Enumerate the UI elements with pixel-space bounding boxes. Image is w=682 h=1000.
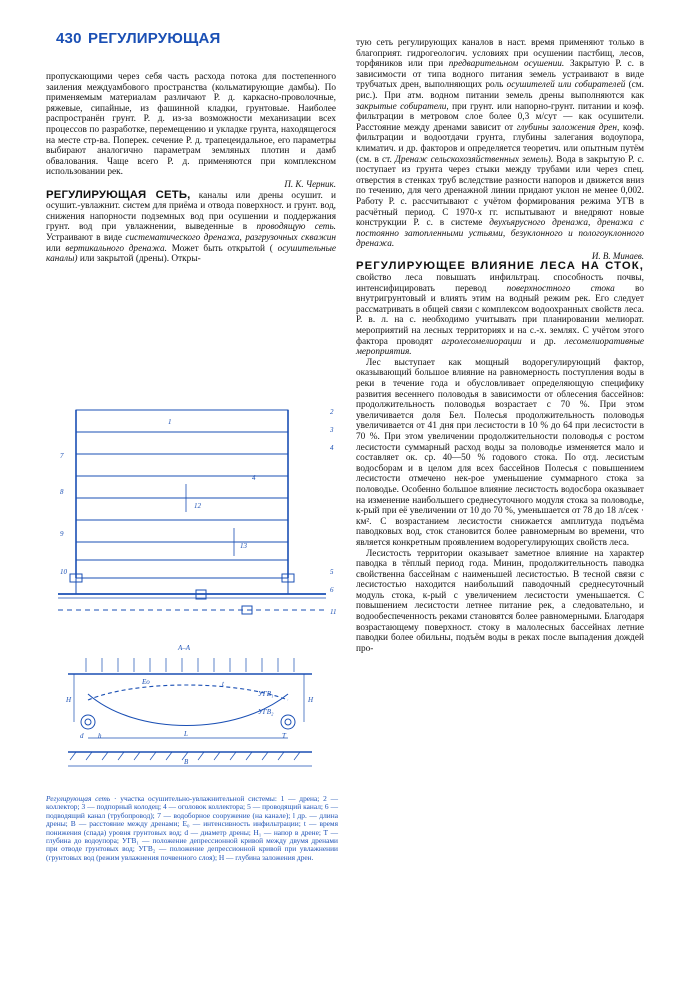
paragraph-intro: пропускающими через себя часть расхода потока для постепенного заиления междуамбового пространства (кольматирующие дамбы). По применяемым материалам различают Р. д. каркасно-проволочные, ряжевые, сипайные, из фашинной кладки, грунтовые. Наиболее распространён грунт. Р. д. из-за возможности механизации всех процессов по разработке, перемещению и укладке грунта, находящегося на месте стр-ва. Поперек. сечение Р. д. трапецеидальное, его параметры выбирают аналогично параметрам земляных плотин и дамб обвалования. Чаще всего Р. д. применяются при комплексном использовании рек.	[46, 72, 336, 178]
svg-text:4: 4	[330, 444, 334, 452]
entry-heading: РЕГУЛИРУЮЩАЯ СЕТЬ,	[46, 188, 191, 201]
figure-caption	[46, 795, 338, 862]
rc-it-2: осушителей или собирателей	[506, 80, 626, 91]
rc-text-1: тую сеть регулирующих каналов в наст. время применяют только в благоприят. гидрогеологич. условиях при осушении пастбищ, лесов, торфяников или при	[356, 38, 644, 70]
svg-text:10: 10	[60, 568, 67, 576]
rc-text-1e: коэф. фильтрации и водоотдачи грунта, глубины залегания водоупора, климатич. и др. факторов и определяется теоретич. или опытным путём (см. в ст.	[356, 122, 645, 165]
rc2-it-2: агролесомелиорации	[441, 336, 522, 347]
entry-italic-2: систематического дренажа, разгрузочных скважин	[125, 232, 336, 243]
svg-text:Eo: Eo	[142, 678, 150, 686]
svg-text:3: 3	[330, 426, 334, 434]
svg-text:1: 1	[168, 418, 172, 426]
svg-text:A–A: A–A	[178, 644, 191, 652]
svg-text:УГВ₁: УГВ₁	[258, 690, 274, 698]
figure-plan-svg	[46, 388, 338, 628]
rc2-text-1: свойство леса повышать инфильтрац. способность почвы, интенсифицировать перевод	[356, 273, 644, 294]
running-head: РЕГУЛИРУЮЩАЯ	[88, 30, 221, 47]
entry-italic-4: осушительные каналы)	[46, 243, 337, 265]
svg-text:7: 7	[60, 452, 64, 460]
entry-text-2: Устраивают в виде	[46, 232, 123, 243]
rc-it-5: Дренаж сельскохозяйственных земель).	[394, 154, 554, 165]
page-number: 430	[56, 30, 82, 47]
svg-text:4: 4	[252, 474, 256, 482]
entry2-heading: РЕГУЛИРУЮЩЕЕ ВЛИЯНИЕ ЛЕСА НА СТОК,	[356, 260, 644, 273]
entry-text-5: или закрытой (дрены). Откры-	[79, 254, 201, 265]
rc2-it-1: поверхностного стока	[506, 283, 615, 294]
entry-text-1: каналы или дрены осушит. и осушит.-увлажнит. систем для приёма и отвода поверхност. и грунт. вод, снижения напорности подземных вод при осушении и поддержания грунт. вод при увлажнении, выведенные в	[46, 190, 337, 233]
svg-text:13: 13	[240, 542, 247, 550]
svg-text:Т: Т	[282, 732, 286, 740]
author-signature-2: И. В. Минаев.	[591, 250, 644, 261]
paragraph-regulating-network-cont	[356, 38, 644, 250]
svg-text:8: 8	[60, 488, 64, 496]
entry-italic-1: проводящую сеть.	[256, 222, 337, 233]
svg-text:Н: Н	[66, 696, 72, 704]
rc-text-1c: (см. рис.). При атм. водном питании земель дрены выполняются как	[356, 80, 645, 101]
author-signature: П. К. Черник.	[284, 178, 336, 189]
left-column	[46, 72, 336, 265]
paragraph-forest-2: Лес выступает как мощный водорегулирующий фактор, оказывающий большое влияние на равномерность поступления воды в реки в течение года и обусловливает определяющую специфику развития весеннего половодья в зависимости от облесения бассейнов: продолжительность половодья возрастает с 70 %. При этом увеличивается доля Бел. Полесья продолжительность половодья увеличивается от 41 дня при лесистости в 10 % до 64 при лесистости в 70 %. При этом увеличении продолжительности половодья с ростом лесистости суммарный расход воды за половодье изменяется мало и составляет ок. ср. 40—50 % годового стока. По отд. лесистым водосборам и в целом для всех бассейнов Полесья с повышением лесистости отмечено нек-рое уменьшение суммарного стока за половодье. Особенно большое влияние лесистость водосбора оказывает на изменение наибольшего среднесуточного модуля стока за половодье, к-рый при её увеличении от 10 до 70 %, уменьшается от 78 до 18 л/сек · км². С возрастанием лесистости снижается амплитуда подъёма паводковых вод, сток становится более равномерным во времени, что является конкретным проявлением водорегулирующих свойств леса.	[356, 357, 644, 548]
svg-text:2: 2	[330, 408, 334, 416]
svg-text:Н: Н	[308, 696, 314, 704]
svg-text:6: 6	[330, 586, 334, 594]
rc-it-1: предварительном осушении.	[448, 59, 565, 70]
svg-text:5: 5	[330, 568, 334, 576]
svg-text:В: В	[184, 758, 189, 766]
svg-text:t: t	[222, 680, 224, 688]
rc-text-1b: Закрытую Р. с. в зависимости от типа водного питания земель устраивают в виде трубчатых дрен, выполняющих роль	[356, 59, 645, 91]
entry-text-3: или	[46, 243, 61, 254]
figure-plan-view	[46, 388, 338, 628]
figure-section-view	[46, 640, 338, 788]
svg-text:d: d	[80, 732, 84, 740]
paragraph-forest-3: Лесистость территории оказывает заметное влияние на характер паводка в тёплый период года. Минин, продолжительность паводка свойственна бассейнам с наименьшей лесистостью. В тесной связи с лесистостью находится наибольший паводочный среднесуточный модуль стока, к-рый с увеличением лесистости уменьшается. С повышением лесистости летнее питание рек, а следовательно, и водообеспеченность реками становятся более равномерными. Благодаря возрастающему поверхност. стоку в малолесных бассейнах летние паводки более обильны, подъём воды в реках после выпадения дождей про-	[356, 548, 644, 654]
rc2-text-3: и др.	[530, 336, 556, 347]
rc2-text-2: во внутригрунтовый и влиять этим на водный режим рек. Его следует рассматривать в общей связи с комплексом водоохранных свойств леса. Р. в. л. на с. необходимо учитывать при планировании мелиорат. мероприятий на лесных территориях и на с.-х. землях. С учётом этого фактора проводят	[356, 283, 645, 347]
rc-text-1d: при грунт. или напорно-грунт. питании и коэф. фильтрации в метровом слое более 0,3 м/сут — как осушители. Расстояние между дренами зависит от	[356, 101, 644, 133]
svg-text:11: 11	[330, 608, 337, 616]
rc-it-3: закрытые собиратели,	[356, 101, 449, 112]
figure-caption-text: · участка осушительно-увлажнительной системы: 1 — дрена; 2 — коллектор; 3 — подпорный колодец; 4 — оголовок коллектора; 5 — проводящий канал; 6 — подводящий канал (трубопровод); 7 — водоборное сооружение (на канале); l др. — длина дрены; В — расстояние между дренами; Е₀ — интенсивность инфильтрации; t — время понижения (спада) уровня грунтовых вод; d — диаметр дрены; Н₁ — напор в дрене; Т — глубина до водоупора; УГВ₁ — положение депрессионной кривой между двумя дренами при отводе грунтовых вод; УГВ₂ — положение депрессионной кривой при увлажнении (грунтовых вод (режим увлажнения почвенного слоя); Н — глубина заложения дрен.	[46, 794, 338, 862]
svg-text:L: L	[184, 730, 188, 738]
rc-it-6: двухъярусного дренажа, дренажа с постоянно затопленными устьями, безуклонного и пологоуклонного дренажа.	[356, 218, 645, 250]
figure-caption-lead: Регулирующая сеть	[46, 794, 111, 803]
entry-italic-3: вертикального дренажа.	[65, 243, 167, 254]
right-column	[356, 38, 644, 654]
entry-text-4: Может быть открытой (	[171, 243, 273, 254]
rc-it-4: глубины заложения дрен,	[516, 122, 620, 133]
rc-text-1f: Вода в закрытую Р. с. поступает из грунта через стыки между трубами или через спец. отверстия в стенках труб вследствие разности напоров и движется вниз по течению, для чего дренажной линии придают уклон не менее 0,002. Работу Р. с. рассчитывают с учётом формирования режима УГВ в расчётный период. С 1970-х гг. испытывают и внедряют новые конструкции Р. с. в системе	[356, 154, 644, 229]
svg-text:9: 9	[60, 530, 64, 538]
figure-section-svg	[46, 640, 338, 788]
svg-text:12: 12	[194, 502, 201, 510]
svg-text:УГВ₂: УГВ₂	[258, 708, 274, 716]
rc2-it-3: лесомелиоративные мероприятия.	[356, 336, 645, 358]
svg-text:h: h	[98, 732, 102, 740]
entry-regulating-network	[46, 190, 336, 265]
entry-forest-influence	[356, 261, 644, 357]
